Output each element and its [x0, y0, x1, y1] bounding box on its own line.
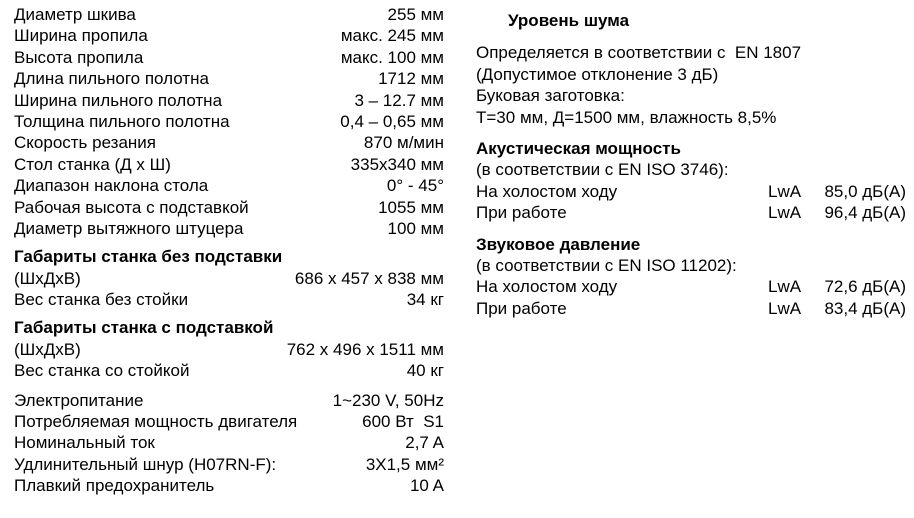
spec-row — [14, 154, 444, 175]
noise-tolerance: (Допустимое отклонение 3 дБ) — [476, 64, 719, 84]
specs-column — [14, 4, 444, 497]
spec-label: Скорость резания — [14, 133, 157, 153]
unit-label: LwA — [768, 277, 802, 297]
noise-workpiece-params: T=30 мм, Д=1500 мм, влажность 8,5% — [476, 107, 777, 127]
electrical-value: 10 A — [409, 476, 444, 496]
without-stand-weight-row — [14, 289, 444, 310]
electrical-row — [14, 411, 444, 432]
electrical-value: 3X1,5 мм² — [365, 454, 444, 474]
acoustic-power-row — [476, 181, 906, 202]
with-stand-weight-row — [14, 360, 444, 381]
spec-row — [14, 68, 444, 89]
spec-row — [14, 132, 444, 153]
noise-workpiece: Буковая заготовка: — [476, 86, 625, 106]
mode-label: При работе — [476, 298, 567, 318]
spec-value: 100 мм — [387, 218, 444, 238]
spec-value: 3 – 12.7 мм — [354, 90, 444, 110]
mode-label: На холостом ходу — [476, 277, 618, 297]
dims-value: 686 x 457 x 838 мм — [294, 268, 444, 288]
electrical-label: Потребляемая мощность двигателя — [14, 412, 298, 432]
weight-label: Вес станка без стойки — [14, 290, 189, 310]
spec-row — [14, 218, 444, 239]
spec-row — [14, 4, 444, 25]
spec-label: Ширина пильного полотна — [14, 90, 223, 110]
spec-label: Ширина пропила — [14, 26, 148, 46]
spec-label: Диапазон наклона стола — [14, 176, 209, 196]
with-stand-section — [14, 317, 444, 381]
electrical-label: Номинальный ток — [14, 433, 155, 453]
dims-value: 762 x 496 x 1511 мм — [286, 339, 444, 359]
spec-row — [14, 47, 444, 68]
without-stand-heading: Габариты станка без подставки — [14, 247, 283, 267]
with-stand-heading: Габариты станка с подставкой — [14, 318, 274, 338]
electrical-label: Плавкий предохранитель — [14, 476, 215, 496]
mode-label: На холостом ходу — [476, 181, 618, 201]
sound-pressure-row — [476, 298, 906, 319]
noise-standard: Определяется в соответствии с EN 1807 — [476, 43, 802, 63]
weight-label: Вес станка со стойкой — [14, 361, 190, 381]
sound-pressure-section — [476, 234, 906, 320]
electrical-value: 2,7 A — [405, 433, 444, 453]
with-stand-dims-row — [14, 339, 444, 360]
electrical-label: Удлинительный шнур (H07RN-F): — [14, 454, 277, 474]
weight-value: 40 кг — [406, 361, 444, 381]
acoustic-power-standard: (в соответствии с EN ISO 3746): — [476, 160, 729, 180]
spec-value: 0,4 – 0,65 мм — [340, 111, 444, 131]
spec-row — [14, 111, 444, 132]
noise-heading: Уровень шума — [508, 11, 630, 30]
electrical-label: Электропитание — [14, 390, 144, 410]
mode-label: При работе — [476, 203, 567, 223]
acoustic-power-heading: Акустическая мощность — [476, 138, 681, 158]
spec-value: 255 мм — [387, 5, 444, 24]
spec-label: Высота пропила — [14, 47, 144, 67]
spec-label: Длина пильного полотна — [14, 69, 209, 89]
without-stand-dims-row — [14, 268, 444, 289]
sound-pressure-row — [476, 276, 906, 297]
unit-label: LwA — [768, 298, 802, 318]
electrical-row — [14, 390, 444, 411]
spec-row — [14, 197, 444, 218]
weight-value: 34 кг — [406, 290, 444, 310]
dims-label: (ШхДхВ) — [14, 339, 81, 359]
electrical-row — [14, 475, 444, 496]
level-value: 85,0 дБ(A) — [824, 181, 906, 201]
spec-label: Рабочая высота с подставкой — [14, 197, 249, 217]
spec-value: макс. 100 мм — [340, 47, 444, 67]
spec-value: 0° - 45° — [386, 176, 444, 196]
electrical-row — [14, 454, 444, 475]
level-value: 83,4 дБ(A) — [824, 298, 906, 318]
sound-pressure-standard: (в соответствии с EN ISO 11202): — [476, 255, 737, 275]
dims-label: (ШхДхВ) — [14, 268, 81, 288]
spec-value: макс. 245 мм — [340, 26, 444, 46]
spec-value: 335x340 мм — [350, 154, 444, 174]
noise-column — [476, 10, 906, 319]
unit-label: LwA — [768, 181, 802, 201]
electrical-section — [14, 390, 444, 497]
spec-value: 1712 мм — [378, 69, 444, 89]
without-stand-section — [14, 246, 444, 310]
spec-label: Диаметр вытяжного штуцера — [14, 218, 244, 238]
electrical-value: 600 Вт S1 — [362, 412, 444, 432]
level-value: 72,6 дБ(A) — [824, 277, 906, 297]
acoustic-power-section — [476, 138, 906, 224]
acoustic-power-row — [476, 202, 906, 223]
unit-label: LwA — [768, 203, 802, 223]
spec-value: 1055 мм — [378, 197, 444, 217]
electrical-row — [14, 432, 444, 453]
spec-label: Толщина пильного полотна — [14, 111, 230, 131]
specs-list — [14, 4, 444, 239]
level-value: 96,4 дБ(A) — [824, 203, 906, 223]
spec-row — [14, 25, 444, 46]
spec-row — [14, 175, 444, 196]
spec-label: Стол станка (Д х Ш) — [14, 154, 171, 174]
electrical-value: 1~230 V, 50Hz — [332, 390, 444, 410]
spec-value: 870 м/мин — [363, 133, 444, 153]
spec-label: Диаметр шкива — [14, 5, 136, 24]
spec-row — [14, 90, 444, 111]
sound-pressure-heading: Звуковое давление — [476, 234, 641, 254]
